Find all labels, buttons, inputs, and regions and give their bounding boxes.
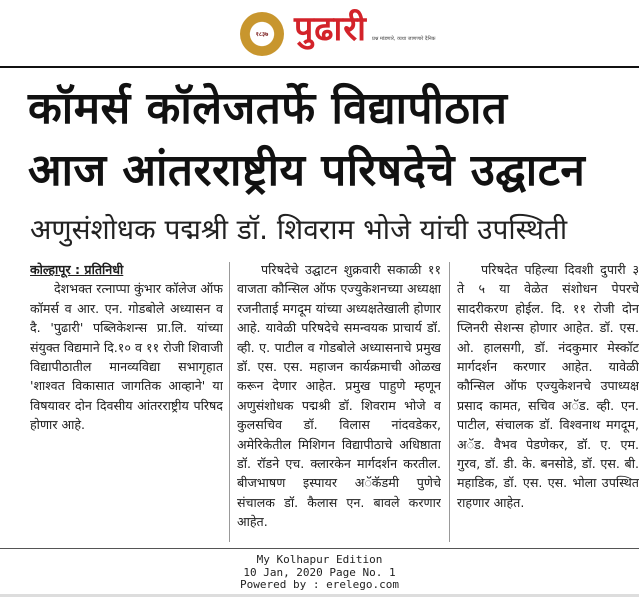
- column-divider: [229, 262, 230, 542]
- newspaper-logo: पुढारी: [294, 9, 367, 49]
- headline-line-2: आज आंतरराष्ट्रीय परिषदेचे उद्घाटन: [28, 145, 586, 196]
- emblem-text: १८३७: [255, 31, 269, 38]
- dateline: कोल्हापूर : प्रतिनिधी: [30, 262, 124, 277]
- headline-line-1: कॉमर्स कॉलेजतर्फे विद्यापीठात: [28, 83, 508, 134]
- subheadline: अणुसंशोधक पद्मश्री डॉ. शिवराम भोजे यांची उपस्थिती: [30, 213, 568, 246]
- article-column-2: [237, 260, 441, 532]
- logo-tagline: प्रश्न मांडणारे, व्यथा जाणणारे दैनिक: [372, 36, 436, 42]
- column-divider: [449, 262, 450, 542]
- footer-divider: [0, 548, 639, 549]
- masthead: [0, 0, 639, 66]
- article-paragraph-2: परिषदेचे उद्घाटन शुक्रवारी सकाळी ११ वाजता कौन्सिल ऑफ एज्युकेशनच्या अध्यक्षा रजनीताई मगदूम यांच्या अध्यक्षतेखाली होणार आहे. यावेळी परिषदेचे समन्वयक प्राचार्य डॉ. व्ही. ए. पाटील व गोडबोले अध्यासनाचे प्रमुख डॉ. एस. एस. महाजन कार्यक्रमाची ओळख करून देणार आहेत. प्रमुख पाहुणे म्हणून अणुसंशोधक पद्मश्री डॉ. शिवराम भोजे व कुलसचिव डॉ. विलास नांदवडेकर, अमेरिकेतील मिशिगन विद्यापीठाचे अधिष्ठाता डॉ. रॉडने एच. क्लारकेन मार्गदर्शन करतील. बीजभाषण इस्पायर अॅकॅडमी पुणेचे संचालक डॉ. कैलास एन. बावले करणार आहेत.: [237, 262, 441, 530]
- footer: [0, 554, 639, 592]
- masthead-divider: [0, 66, 639, 68]
- bottom-bar: [0, 594, 639, 597]
- article-paragraph-1: देशभक्त रत्नाप्पा कुंभार कॉलेज ऑफ कॉमर्स व आर. एन. गोडबोले अध्यासन व दै. 'पुढारी' पब्लिकेशन्स प्रा.लि. यांच्या संयुक्त विद्यमाने दि.१० व ११ रोजी शिवाजी विद्यापीठातील मानव्यविद्या सभागृहात 'शाश्वत विकासात जागतिक आव्हाने' या विषयावर दोन दिवसीय आंतरराष्ट्रीय परिषद होणार आहे.: [30, 281, 223, 433]
- article-paragraph-3: परिषदेत पहिल्या दिवशी दुपारी ३ ते ५ या वेळेत संशोधन पेपरचे सादरीकरण होईल. दि. ११ रोजी दोन प्लिनरी सेशन्स होणार आहेत. डॉ. एस. ओ. हालसगी, डॉ. नंदकुमार मेस्कॉट मार्गदर्शन करणार आहेत. यावेळी कौन्सिल ऑफ एज्युकेशनचे उपाध्यक्ष प्रसाद कामत, सचिव अॅड. व्ही. एन. पाटील, संचालक डॉ. विश्वनाथ मगदूम, अॅड. वैभव पेडणेकर, डॉ. ए. एम. गुरव, डॉ. डी. के. बनसोडे, डॉ. एस. बी. महाडिक, डॉ. एस. एस. भोला उपस्थित राहणार आहेत.: [457, 262, 639, 510]
- footer-edition: My Kolhapur Edition: [256, 553, 383, 566]
- emblem-icon: [240, 12, 284, 56]
- footer-powered-by: Powered by : erelego.com: [240, 578, 399, 591]
- article-column-3: [457, 260, 639, 512]
- article-column-1: [30, 260, 223, 435]
- footer-date-page: 10 Jan, 2020 Page No. 1: [243, 565, 396, 579]
